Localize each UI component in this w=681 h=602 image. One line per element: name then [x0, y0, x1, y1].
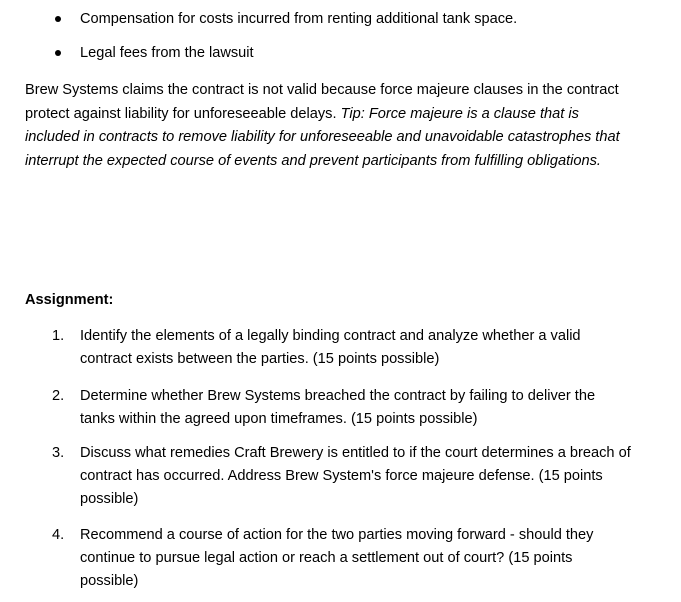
item-number: 2.	[52, 388, 65, 404]
item-text: Discuss what remedies Craft Brewery is entitled to if the court determines a breach of contract has occurred. Address Brew System's force majeure defense. (15 points possible)	[80, 445, 631, 507]
bullet-item-legal-fees	[52, 42, 517, 64]
item-number: 3.	[52, 445, 65, 461]
bullet-text: Compensation for costs incurred from renting additional tank space.	[80, 11, 518, 27]
item-text: Identify the elements of a legally binding contract and analyze whether a valid contract exists between the parties. (15 points possible)	[80, 328, 581, 367]
bullet-icon	[55, 50, 61, 56]
bullet-item-compensation	[52, 8, 517, 30]
assignment-heading: Assignment:	[25, 292, 114, 308]
tip-text: Tip: Force majeure is a clause that is	[340, 105, 579, 122]
force-majeure-paragraph	[25, 79, 675, 173]
paragraph-tip-line: interrupt the expected course of events and prevent participants from fulfilling obligations.	[25, 152, 601, 169]
item-text: Recommend a course of action for the two parties moving forward - should they continue to pursue legal action or reach a settlement out of court? (15 points possible)	[80, 527, 594, 589]
bullet-text: Legal fees from the lawsuit	[80, 45, 254, 61]
item-number: 4.	[52, 527, 65, 543]
paragraph-line: protect against liability for unforeseeable delays. Tip: Force majeure is a clause that is	[25, 105, 579, 122]
claims-bullet-list	[52, 8, 517, 76]
item-number: 1.	[52, 328, 65, 344]
bullet-icon	[55, 16, 61, 22]
paragraph-tip-line: included in contracts to remove liability for unforeseeable and unavoidable catastrophes that	[25, 129, 620, 145]
paragraph-line: Brew Systems claims the contract is not valid because force majeure clauses in the contract	[25, 82, 619, 98]
item-text: Determine whether Brew Systems breached the contract by failing to deliver the tanks within the agreed upon timeframes. (15 points possible)	[80, 388, 596, 427]
